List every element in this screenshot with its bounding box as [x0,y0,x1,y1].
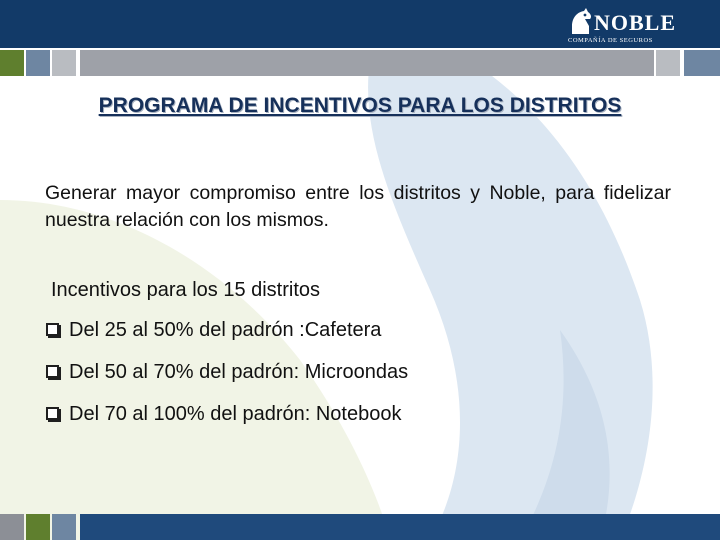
bullet-text: Del 25 al 50% del padrón :Cafetera [69,319,382,341]
checkbox-square-icon [46,407,59,420]
stripe-square [0,514,24,540]
stripe-square [52,50,76,76]
bullet-text: Del 50 al 70% del padrón: Microondas [69,361,409,383]
top-color-stripe [0,50,720,76]
intro-paragraph: Generar mayor compromiso entre los distritos y Noble, para fidelizar nuestra relación con los mismos. [45,182,671,231]
stripe-square [684,50,720,76]
list-item [46,316,408,358]
list-item [46,358,408,400]
checkbox-square-icon [46,365,59,378]
bullet-text: Del 70 al 100% del padrón: Notebook [69,403,402,425]
stripe-bar [80,514,720,540]
slide-title: PROGRAMA DE INCENTIVOS PARA LOS DISTRITOS [98,94,622,117]
checkbox-square-icon [46,323,59,336]
list-item [46,400,408,442]
incentives-subheading: Incentivos para los 15 distritos [51,279,321,301]
stripe-square [52,514,76,540]
logo-name: NOBLE [594,10,677,35]
incentives-list [46,316,408,442]
stripe-square [656,50,680,76]
bottom-color-stripe [0,514,720,540]
knight-logo-icon [566,6,596,36]
logo-tagline: COMPAÑÍA DE SEGUROS [568,37,653,44]
stripe-square [26,50,50,76]
stripe-square [0,50,24,76]
stripe-square [26,514,50,540]
company-logo [566,4,676,46]
stripe-bar [80,50,654,76]
